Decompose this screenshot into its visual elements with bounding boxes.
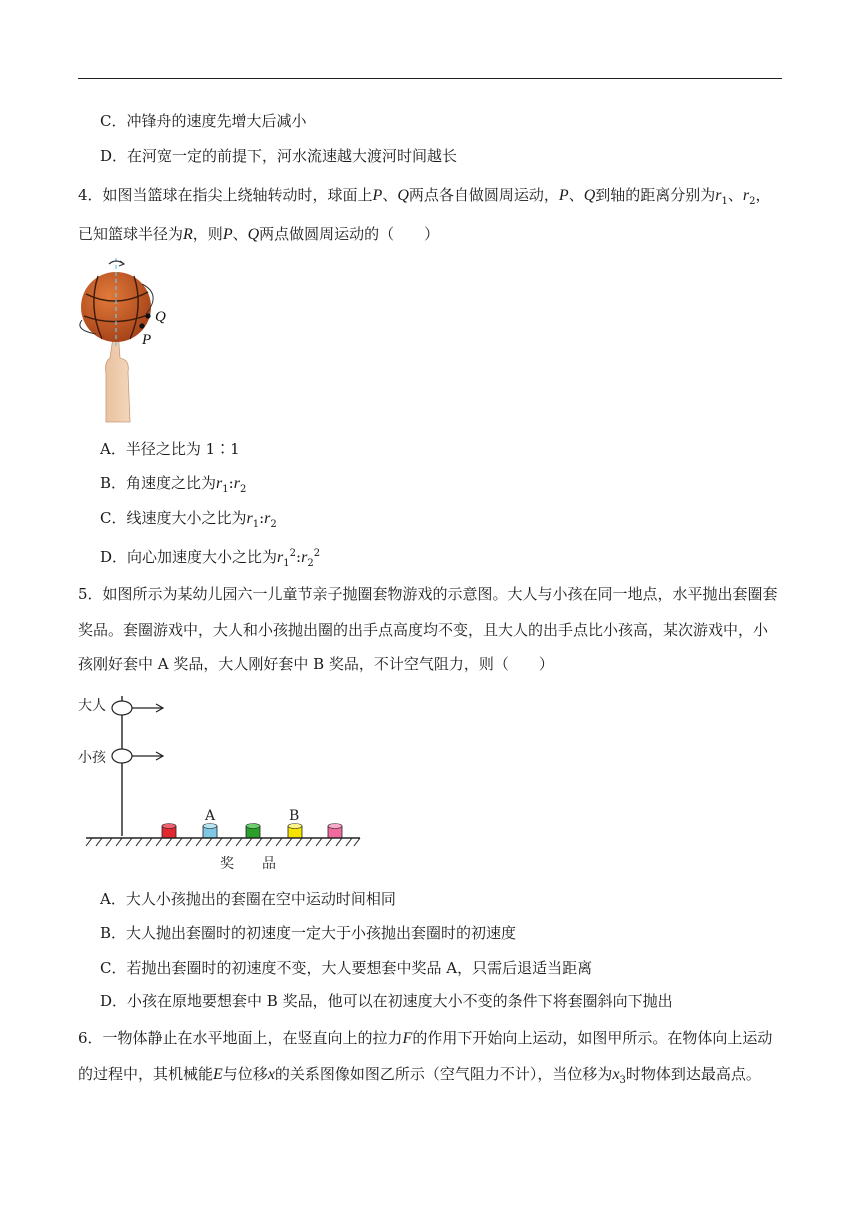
label-prize-b: B [289, 808, 300, 824]
label-prize-a: A [205, 808, 216, 824]
point-p [139, 323, 144, 328]
child-ring [112, 749, 132, 763]
q4-option-d: D．向心加速度大小之比为$r_1^2:r_2^2$ [100, 548, 321, 569]
basketball-figure [76, 254, 186, 424]
q4-stem-line2: 已知篮球半径为R，则P、Q两点做圆周运动的（ ） [78, 225, 440, 243]
label-child: 小孩 [78, 750, 106, 766]
q4-option-c: C．线速度大小之比为$r_1:r_2$ [100, 509, 277, 530]
q4-option-b: B．角速度之比为$r_1:r_2$ [100, 474, 247, 495]
label-q: Q [155, 309, 166, 325]
q5-option-d: D．小孩在原地要想套中 B 奖品，他可以在初速度大小不变的条件下将套圈斜向下抛出 [100, 992, 673, 1010]
header-rule [78, 78, 782, 79]
q6-stem-line1: 6．一物体静止在水平地面上，在竖直向上的拉力F的作用下开始向上运动，如图甲所示。在物体向上运动 [78, 1029, 773, 1047]
q5-option-b: B．大人抛出套圈时的初速度一定大于小孩抛出套圈时的初速度 [100, 924, 517, 942]
point-q [145, 313, 150, 318]
q5-stem-line1: 5．如图所示为某幼儿园六一儿童节亲子抛圈套物游戏的示意图。大人与小孩在同一地点，水平抛出套圈套 [78, 585, 778, 603]
q6-stem-line2: 的过程中，其机械能E与位移x的关系图像如图乙所示（空气阻力不计），当位移为$x_3$时物体到达最高点。 [78, 1065, 761, 1086]
q5-option-c: C．若抛出套圈时的初速度不变，大人要想套中奖品 A，只需后退适当距离 [100, 959, 593, 977]
ground-hatch [86, 838, 360, 846]
label-prizes: 奖 品 [220, 856, 276, 872]
adult-ring [112, 701, 132, 715]
q5-stem-line2: 奖品。套圈游戏中，大人和小孩抛出圈的出手点高度均不变，且大人的出手点比小孩高，某次游戏中，小 [78, 621, 769, 639]
q3-option-c: C．冲锋舟的速度先增大后减小 [100, 112, 307, 130]
prizes [162, 824, 342, 839]
q3-option-d: D．在河宽一定的前提下，河水流速越大渡河时间越长 [100, 147, 458, 165]
q4-stem-line1: 4．如图当篮球在指尖上绕轴转动时，球面上P、Q两点各自做圆周运动，P、Q到轴的距离分别为$r_1$、$r_2$， [78, 186, 771, 207]
label-p: P [142, 332, 152, 348]
q5-stem-line3: 孩刚好套中 A 奖品，大人刚好套中 B 奖品，不计空气阻力，则（ ） [78, 655, 554, 673]
label-adult: 大人 [78, 698, 106, 714]
ring-toss-figure [78, 688, 368, 873]
q4-option-a: A．半径之比为 1∶1 [100, 440, 240, 458]
q5-option-a: A．大人小孩抛出的套圈在空中运动时间相同 [100, 890, 396, 908]
finger-hand [106, 338, 131, 422]
